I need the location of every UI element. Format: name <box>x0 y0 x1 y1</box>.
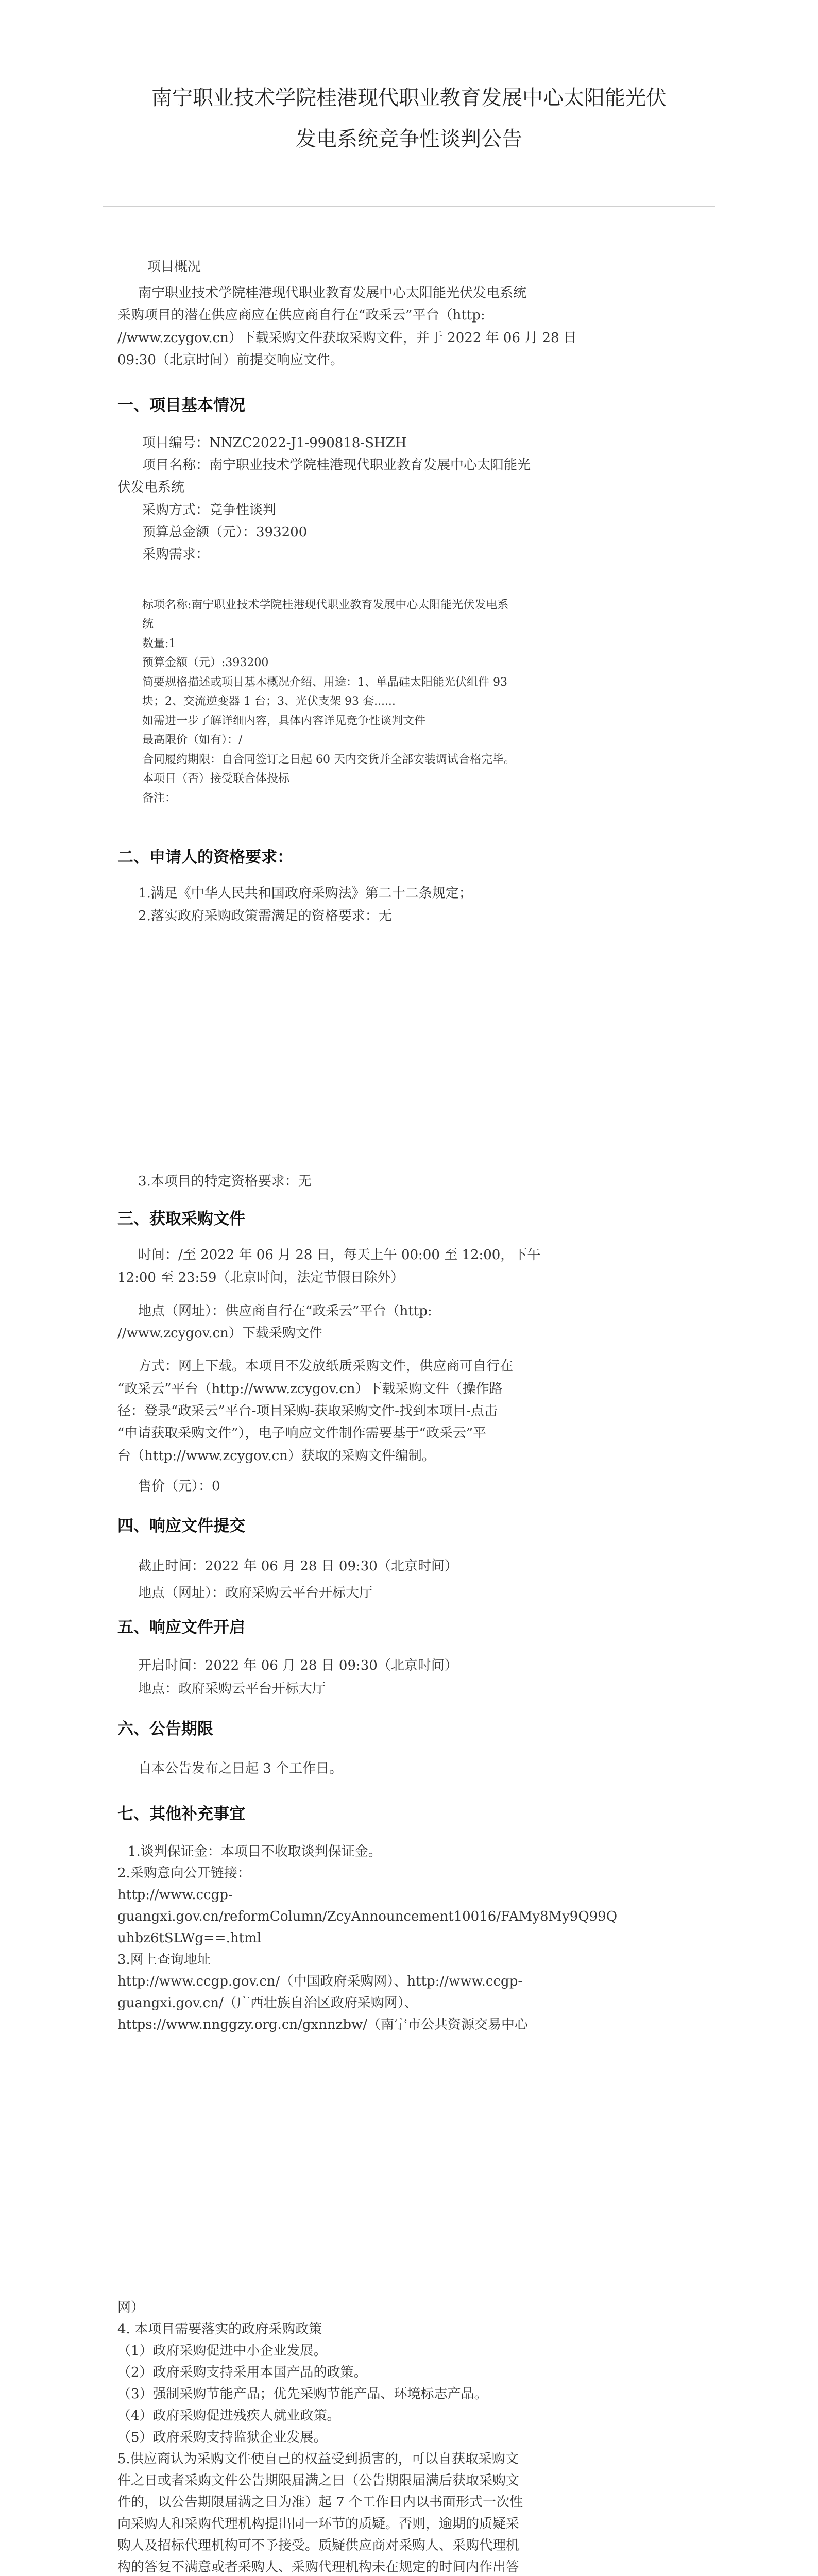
project-name-1: 项目名称：南宁职业技术学院桂港现代职业教育发展中心太阳能光 <box>142 457 531 473</box>
challenge-text-1: 5.供应商认为采购文件使自己的权益受到损害的，可以自获取采购文 <box>117 2451 519 2467</box>
consortium-note: 本项目（否）接受联合体投标 <box>142 772 290 785</box>
challenge-text-5: 购人及招标代理机构可不予接受。质疑供应商对采购人、采购代理机 <box>117 2538 520 2553</box>
policy-heading: 4. 本项目需要落实的政府采购政策 <box>117 2321 322 2337</box>
submission-deadline: 截止时间：2022 年 06 月 28 日 09:30（北京时间） <box>138 1558 458 1574</box>
spec-description-2: 块；2、交流逆变器 1 台；3、光伏支架 93 套...... <box>142 695 396 708</box>
section-2-heading: 二、申请人的资格要求： <box>117 848 293 867</box>
spec-description-1: 简要规格描述或项目基本概况介绍、用途：1、单晶硅太阳能光伏组件 93 <box>142 676 507 689</box>
page-title <box>77 77 741 160</box>
package-name-1: 标项名称:南宁职业技术学院桂港现代职业教育发展中心太阳能光伏发电系 <box>142 599 509 612</box>
budget-total: 预算总金额（元）：393200 <box>142 524 308 540</box>
intent-link-1: http://www.ccgp- <box>117 1887 233 1903</box>
document-price: 售价（元）：0 <box>138 1479 220 1494</box>
policy-item-5: （5）政府采购支持监狱企业发展。 <box>117 2430 327 2445</box>
submission-place: 地点（网址）：政府采购云平台开标大厅 <box>138 1585 373 1601</box>
obtain-way-3: 径：登录“政采云”平台-项目采购-获取采购文件-找到本项目-点击 <box>117 1403 498 1419</box>
opening-time: 开启时间：2022 年 06 月 28 日 09:30（北京时间） <box>138 1658 458 1673</box>
query-links-2: guangxi.gov.cn/（广西壮族自治区政府采购网）、 <box>117 1995 418 2011</box>
opening-place: 地点：政府采购云平台开标大厅 <box>138 1681 326 1697</box>
overview-heading: 项目概况 <box>147 259 201 275</box>
supplement-line-2: 2.采购意向公开链接： <box>117 1866 251 1881</box>
section-5-heading: 五、响应文件开启 <box>117 1618 245 1637</box>
challenge-text-2: 件之日或者采购文件公告期限届满之日（公告期限届满后获取采购文 <box>117 2473 520 2488</box>
procurement-demand: 采购需求： <box>142 547 210 562</box>
supplement-line-1: 1.谈判保证金：本项目不收取谈判保证金。 <box>128 1844 382 1859</box>
policy-item-2: （2）政府采购支持采用本国产品的政策。 <box>117 2365 367 2380</box>
obtain-way-5: 台（http://www.zcygov.cn）获取的采购文件编制。 <box>117 1448 435 1464</box>
project-number: 项目编号：NNZC2022-J1-990818-SHZH <box>142 435 407 451</box>
challenge-text-3: 件的，以公告期限届满之日为准）起 7 个工作日内以书面形式一次性 <box>117 2495 523 2510</box>
contract-period: 合同履约期限：自合同签订之日起 60 天内交货并全部安装调试合格完毕。 <box>142 753 515 766</box>
intent-link-2: guangxi.gov.cn/reformColumn/ZcyAnnouncement10016/FAMy8My9Q99Q <box>117 1909 618 1924</box>
max-price: 最高限价（如有）：/ <box>142 734 243 747</box>
project-name-2: 伏发电系统 <box>117 480 185 495</box>
notice-period: 自本公告发布之日起 3 个工作日。 <box>138 1761 343 1776</box>
intent-link-3: uhbz6tSLWg==.html <box>117 1930 262 1946</box>
section-3-heading: 三、获取采购文件 <box>117 1210 245 1228</box>
obtain-time-2: 12:00 至 23:59（北京时间，法定节假日除外） <box>117 1270 404 1285</box>
title-divider <box>103 206 715 207</box>
remark: 备注： <box>142 792 177 805</box>
policy-item-4: （4）政府采购促进残疾人就业政策。 <box>117 2408 340 2424</box>
package-budget: 预算金额（元）:393200 <box>142 656 269 669</box>
obtain-place-2: //www.zcygov.cn）下载采购文件 <box>117 1326 322 1341</box>
obtain-time-1: 时间：/至 2022 年 06 月 28 日，每天上午 00:00 至 12:00，下午 <box>138 1247 541 1263</box>
section-7-heading: 七、其他补充事宜 <box>117 1805 245 1823</box>
obtain-place-1: 地点（网址）：供应商自行在“政采云”平台（http: <box>138 1303 432 1319</box>
section-6-heading: 六、公告期限 <box>117 1720 213 1738</box>
overview-text-3: //www.zcygov.cn）下载采购文件获取采购文件，并于 2022 年 06 月 28 日 <box>117 330 577 346</box>
query-links-3: https://www.nnggzy.org.cn/gxnnzbw/（南宁市公共资源交易中心 <box>117 2017 529 2032</box>
query-links-4: 网） <box>117 2300 145 2315</box>
overview-text-2: 采购项目的潜在供应商应在供应商自行在“政采云”平台（http: <box>117 308 485 323</box>
challenge-text-6: 构的答复不满意或者采购人、采购代理机构未在规定的时间内作出答 <box>117 2560 520 2575</box>
qualification-item-1: 1.满足《中华人民共和国政府采购法》第二十二条规定； <box>138 886 472 901</box>
policy-item-3: （3）强制采购节能产品；优先采购节能产品、环境标志产品。 <box>117 2386 488 2402</box>
overview-text-4: 09:30（北京时间）前提交响应文件。 <box>117 352 344 368</box>
section-4-heading: 四、响应文件提交 <box>117 1517 245 1535</box>
qualification-item-2: 2.落实政府采购政策需满足的资格要求：无 <box>138 908 392 924</box>
supplement-line-3: 3.网上查询地址 <box>117 1952 211 1968</box>
package-name-2: 统 <box>142 618 154 631</box>
obtain-way-1: 方式：网上下载。本项目不发放纸质采购文件，供应商可自行在 <box>138 1359 514 1374</box>
package-quantity: 数量:1 <box>142 637 176 650</box>
overview-text-1: 南宁职业技术学院桂港现代职业教育发展中心太阳能光伏发电系统 <box>138 285 527 301</box>
challenge-text-4: 向采购人和采购代理机构提出同一环节的质疑。否则，逾期的质疑采 <box>117 2516 520 2532</box>
query-links-1: http://www.ccgp.gov.cn/（中国政府采购网）、http://www.ccgp- <box>117 1974 523 1989</box>
title-line-1: 南宁职业技术学院桂港现代职业教育发展中心太阳能光伏 <box>151 86 667 110</box>
qualification-item-3: 3.本项目的特定资格要求：无 <box>138 1174 312 1189</box>
procurement-method: 采购方式：竞争性谈判 <box>142 502 277 518</box>
policy-item-1: （1）政府采购促进中小企业发展。 <box>117 2343 327 2359</box>
section-1-heading: 一、项目基本情况 <box>117 396 245 415</box>
obtain-way-2: “政采云”平台（http://www.zcygov.cn）下载采购文件（操作路 <box>117 1381 503 1397</box>
obtain-way-4: “申请获取采购文件”），电子响应文件制作需要基于“政采云”平 <box>117 1426 487 1441</box>
title-line-2: 发电系统竞争性谈判公告 <box>296 127 522 151</box>
spec-description-3: 如需进一步了解详细内容，具体内容详见竞争性谈判文件 <box>142 715 426 727</box>
